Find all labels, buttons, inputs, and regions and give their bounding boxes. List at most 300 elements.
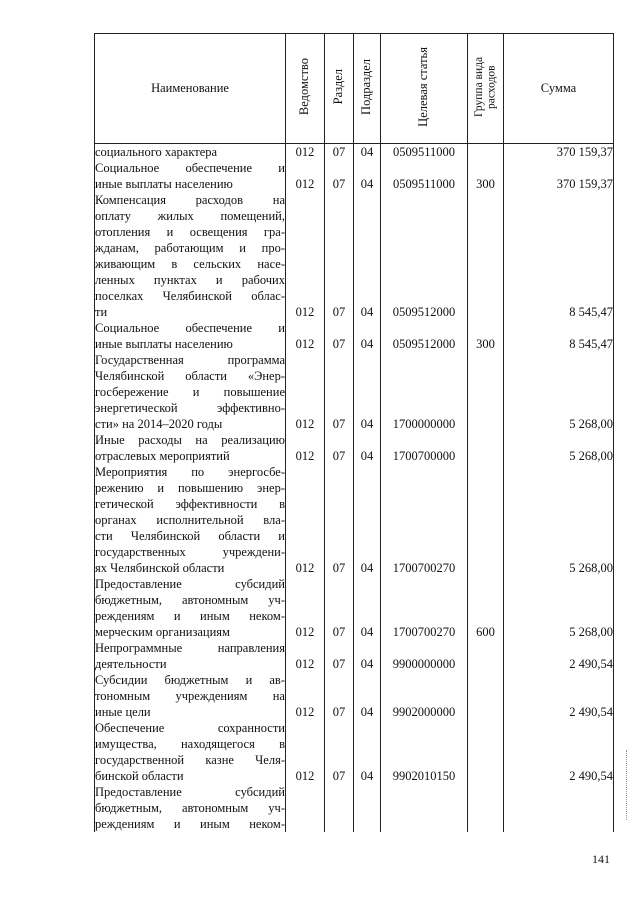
cell-summa [504, 576, 614, 592]
cell-razdel [325, 784, 354, 800]
cell-podrazdel: 04 [354, 304, 381, 320]
cell-razdel: 07 [325, 304, 354, 320]
cell-podrazdel: 04 [354, 448, 381, 464]
cell-razdel [325, 288, 354, 304]
cell-name: Субсидии бюджетным и ав- [95, 673, 285, 687]
cell-gruppa [468, 496, 504, 512]
table-row [95, 672, 614, 688]
cell-summa [504, 272, 614, 288]
cell-vedomstvo [286, 592, 325, 608]
cell-gruppa [468, 240, 504, 256]
cell-summa [504, 320, 614, 336]
cell-vedomstvo [286, 608, 325, 624]
cell-name: деятельности [95, 656, 286, 672]
cell-name: жданам, работающим и про- [95, 241, 285, 255]
cell-celevaya-statya [381, 528, 468, 544]
cell-name: отопления и освещения гра- [95, 225, 285, 239]
cell-podrazdel [354, 320, 381, 336]
cell-summa [504, 512, 614, 528]
cell-gruppa [468, 416, 504, 432]
cell-razdel [325, 816, 354, 832]
cell-podrazdel [354, 352, 381, 368]
cell-vedomstvo [286, 432, 325, 448]
cell-razdel: 07 [325, 624, 354, 640]
cell-podrazdel: 04 [354, 176, 381, 192]
cell-name: Социальное обеспечение и [95, 161, 285, 175]
cell-summa [504, 592, 614, 608]
cell-gruppa [468, 304, 504, 320]
cell-podrazdel [354, 736, 381, 752]
cell-name: Компенсация расходов на [95, 193, 285, 207]
table-row [95, 784, 614, 800]
cell-summa [504, 288, 614, 304]
cell-name: гетической эффективности в [95, 497, 285, 511]
cell-name: госбережение и повышение [95, 385, 285, 399]
table-header-row [95, 34, 614, 144]
cell-gruppa [468, 592, 504, 608]
cell-podrazdel [354, 272, 381, 288]
cell-vedomstvo [286, 528, 325, 544]
cell-podrazdel: 04 [354, 416, 381, 432]
cell-celevaya-statya [381, 352, 468, 368]
cell-celevaya-statya [381, 240, 468, 256]
cell-gruppa [468, 688, 504, 704]
cell-celevaya-statya [381, 576, 468, 592]
cell-vedomstvo: 012 [286, 416, 325, 432]
cell-name: Государственная программа [95, 353, 285, 367]
cell-name: Иные расходы на реализацию [95, 433, 285, 447]
cell-vedomstvo [286, 800, 325, 816]
cell-name: государственной казне Челя- [95, 753, 285, 767]
cell-summa [504, 496, 614, 512]
cell-celevaya-statya [381, 736, 468, 752]
table-row [95, 432, 614, 448]
cell-summa [504, 384, 614, 400]
cell-celevaya-statya: 0509512000 [381, 336, 468, 352]
table-row [95, 800, 614, 816]
table-row [95, 736, 614, 752]
table-row [95, 640, 614, 656]
cell-razdel [325, 208, 354, 224]
cell-vedomstvo [286, 480, 325, 496]
table-row [95, 256, 614, 272]
table-row [95, 624, 614, 640]
table-row [95, 208, 614, 224]
cell-gruppa [468, 640, 504, 656]
cell-vedomstvo [286, 400, 325, 416]
cell-celevaya-statya [381, 384, 468, 400]
cell-gruppa [468, 544, 504, 560]
cell-vedomstvo [286, 240, 325, 256]
cell-razdel [325, 256, 354, 272]
cell-summa [504, 816, 614, 832]
cell-razdel [325, 224, 354, 240]
cell-razdel [325, 528, 354, 544]
cell-vedomstvo: 012 [286, 304, 325, 320]
cell-razdel [325, 320, 354, 336]
cell-gruppa [468, 432, 504, 448]
cell-vedomstvo [286, 224, 325, 240]
cell-razdel: 07 [325, 704, 354, 720]
cell-gruppa [468, 576, 504, 592]
cell-razdel [325, 512, 354, 528]
cell-name: мерческим организациям [95, 624, 286, 640]
cell-name: Челябинской области «Энер- [95, 369, 285, 383]
table-row [95, 592, 614, 608]
cell-vedomstvo: 012 [286, 176, 325, 192]
cell-gruppa [468, 272, 504, 288]
cell-podrazdel [354, 640, 381, 656]
cell-gruppa [468, 480, 504, 496]
cell-vedomstvo: 012 [286, 624, 325, 640]
table-row [95, 752, 614, 768]
cell-razdel [325, 800, 354, 816]
table-row [95, 576, 614, 592]
cell-podrazdel: 04 [354, 336, 381, 352]
cell-vedomstvo [286, 160, 325, 176]
table-row [95, 304, 614, 320]
cell-name: социального характера [95, 144, 286, 161]
cell-razdel [325, 608, 354, 624]
cell-gruppa [468, 752, 504, 768]
cell-celevaya-statya: 0509511000 [381, 176, 468, 192]
cell-celevaya-statya [381, 464, 468, 480]
cell-name: бинской области [95, 768, 286, 784]
cell-vedomstvo [286, 464, 325, 480]
header-razdel: Раздел [325, 34, 354, 144]
cell-gruppa [468, 784, 504, 800]
cell-razdel: 07 [325, 656, 354, 672]
cell-gruppa [468, 320, 504, 336]
cell-gruppa [468, 208, 504, 224]
cell-podrazdel [354, 384, 381, 400]
table-row [95, 192, 614, 208]
cell-name: ях Челябинской области [95, 560, 286, 576]
cell-podrazdel [354, 720, 381, 736]
cell-celevaya-statya [381, 800, 468, 816]
cell-summa [504, 720, 614, 736]
cell-podrazdel [354, 224, 381, 240]
cell-vedomstvo [286, 192, 325, 208]
cell-razdel [325, 576, 354, 592]
table-row [95, 464, 614, 480]
cell-celevaya-statya [381, 544, 468, 560]
cell-summa [504, 256, 614, 272]
cell-summa [504, 480, 614, 496]
cell-razdel: 07 [325, 448, 354, 464]
cell-celevaya-statya [381, 688, 468, 704]
cell-razdel [325, 240, 354, 256]
cell-celevaya-statya: 9902010150 [381, 768, 468, 784]
cell-celevaya-statya [381, 496, 468, 512]
cell-name: сти» на 2014–2020 годы [95, 416, 286, 432]
cell-celevaya-statya [381, 816, 468, 832]
cell-summa: 2 490,54 [504, 768, 614, 784]
cell-razdel [325, 672, 354, 688]
cell-razdel [325, 384, 354, 400]
cell-podrazdel [354, 608, 381, 624]
cell-summa: 5 268,00 [504, 416, 614, 432]
cell-vedomstvo [286, 512, 325, 528]
cell-podrazdel [354, 688, 381, 704]
cell-celevaya-statya: 1700700000 [381, 448, 468, 464]
cell-summa [504, 528, 614, 544]
table-row [95, 144, 614, 161]
header-podrazdel: Подраздел [354, 34, 381, 144]
cell-summa [504, 784, 614, 800]
cell-summa [504, 736, 614, 752]
cell-razdel [325, 192, 354, 208]
cell-gruppa [468, 464, 504, 480]
cell-name: государственных учреждени- [95, 545, 285, 559]
cell-name: бюджетным, автономным уч- [95, 801, 285, 815]
table-row [95, 416, 614, 432]
table-row [95, 288, 614, 304]
cell-celevaya-statya [381, 672, 468, 688]
cell-summa [504, 352, 614, 368]
table-body [95, 144, 614, 833]
table-row [95, 656, 614, 672]
cell-gruppa [468, 160, 504, 176]
cell-podrazdel [354, 528, 381, 544]
cell-summa [504, 208, 614, 224]
cell-summa [504, 688, 614, 704]
cell-gruppa [468, 704, 504, 720]
cell-razdel [325, 464, 354, 480]
cell-celevaya-statya [381, 608, 468, 624]
cell-vedomstvo: 012 [286, 656, 325, 672]
cell-podrazdel [354, 592, 381, 608]
cell-razdel [325, 688, 354, 704]
cell-razdel [325, 272, 354, 288]
cell-name: отраслевых мероприятий [95, 448, 286, 464]
cell-gruppa [468, 528, 504, 544]
cell-name: режению и повышению энер- [95, 481, 285, 495]
cell-name: бюджетным, автономным уч- [95, 593, 285, 607]
cell-podrazdel [354, 400, 381, 416]
cell-name: иные цели [95, 704, 286, 720]
cell-summa [504, 672, 614, 688]
table-row [95, 160, 614, 176]
cell-razdel [325, 720, 354, 736]
cell-vedomstvo [286, 736, 325, 752]
cell-gruppa [468, 736, 504, 752]
cell-celevaya-statya [381, 288, 468, 304]
cell-celevaya-statya [381, 752, 468, 768]
cell-vedomstvo [286, 352, 325, 368]
cell-razdel [325, 496, 354, 512]
cell-podrazdel [354, 672, 381, 688]
cell-celevaya-statya [381, 592, 468, 608]
cell-vedomstvo: 012 [286, 336, 325, 352]
cell-summa [504, 240, 614, 256]
table-row [95, 768, 614, 784]
cell-vedomstvo [286, 256, 325, 272]
cell-vedomstvo [286, 496, 325, 512]
cell-gruppa [468, 256, 504, 272]
cell-razdel [325, 640, 354, 656]
cell-celevaya-statya [381, 640, 468, 656]
cell-gruppa [468, 512, 504, 528]
cell-podrazdel [354, 576, 381, 592]
cell-celevaya-statya: 9902000000 [381, 704, 468, 720]
cell-summa [504, 464, 614, 480]
cell-vedomstvo [286, 672, 325, 688]
cell-name: Мероприятия по энергосбе- [95, 465, 285, 479]
cell-celevaya-statya [381, 400, 468, 416]
cell-gruppa: 600 [468, 624, 504, 640]
cell-summa: 370 159,37 [504, 176, 614, 192]
cell-gruppa [468, 720, 504, 736]
cell-gruppa [468, 384, 504, 400]
cell-name: Обеспечение сохранности [95, 721, 285, 735]
cell-vedomstvo [286, 688, 325, 704]
table-row [95, 176, 614, 192]
cell-razdel: 07 [325, 144, 354, 161]
table-row [95, 688, 614, 704]
cell-vedomstvo [286, 752, 325, 768]
table-row [95, 528, 614, 544]
cell-razdel [325, 736, 354, 752]
cell-podrazdel [354, 496, 381, 512]
cell-celevaya-statya [381, 208, 468, 224]
cell-razdel [325, 752, 354, 768]
cell-summa [504, 544, 614, 560]
cell-celevaya-statya [381, 272, 468, 288]
cell-podrazdel [354, 752, 381, 768]
cell-podrazdel: 04 [354, 560, 381, 576]
header-vedomstvo: Ведомство [286, 34, 325, 144]
cell-razdel [325, 592, 354, 608]
cell-celevaya-statya: 1700700270 [381, 560, 468, 576]
cell-gruppa [468, 400, 504, 416]
cell-vedomstvo [286, 544, 325, 560]
cell-gruppa [468, 768, 504, 784]
cell-name: поселках Челябинской облас- [95, 289, 285, 303]
scan-margin-mark [626, 750, 628, 820]
budget-table [94, 33, 614, 832]
cell-celevaya-statya: 1700000000 [381, 416, 468, 432]
cell-razdel [325, 352, 354, 368]
cell-celevaya-statya [381, 720, 468, 736]
cell-summa [504, 432, 614, 448]
cell-celevaya-statya: 9900000000 [381, 656, 468, 672]
table-row [95, 704, 614, 720]
cell-podrazdel [354, 464, 381, 480]
cell-vedomstvo [286, 816, 325, 832]
table-row [95, 544, 614, 560]
cell-vedomstvo [286, 288, 325, 304]
cell-vedomstvo [286, 640, 325, 656]
cell-name: оплату жилых помещений, [95, 209, 285, 223]
cell-gruppa [468, 656, 504, 672]
cell-summa: 370 159,37 [504, 144, 614, 161]
table-row [95, 608, 614, 624]
cell-name: энергетической эффективно- [95, 401, 285, 415]
cell-vedomstvo [286, 784, 325, 800]
cell-vedomstvo: 012 [286, 768, 325, 784]
cell-vedomstvo: 012 [286, 704, 325, 720]
table-row [95, 400, 614, 416]
cell-razdel: 07 [325, 416, 354, 432]
cell-name: имущества, находящегося в [95, 737, 285, 751]
cell-name: органах исполнительной вла- [95, 513, 285, 527]
cell-vedomstvo: 012 [286, 144, 325, 161]
table-row [95, 560, 614, 576]
cell-summa [504, 192, 614, 208]
cell-razdel: 07 [325, 560, 354, 576]
cell-summa [504, 400, 614, 416]
cell-razdel [325, 368, 354, 384]
cell-razdel [325, 432, 354, 448]
cell-podrazdel [354, 512, 381, 528]
cell-name: реждениям и иным неком- [95, 609, 285, 623]
cell-celevaya-statya: 1700700270 [381, 624, 468, 640]
cell-podrazdel: 04 [354, 656, 381, 672]
header-celevaya-statya: Целевая статья [381, 34, 468, 144]
cell-name: Непрограммные направления [95, 641, 285, 655]
cell-summa [504, 160, 614, 176]
cell-razdel [325, 480, 354, 496]
cell-vedomstvo [286, 384, 325, 400]
table-row [95, 448, 614, 464]
cell-podrazdel [354, 480, 381, 496]
cell-name: живающим в сельских насе- [95, 257, 285, 271]
table-row [95, 496, 614, 512]
cell-summa: 5 268,00 [504, 560, 614, 576]
cell-summa [504, 224, 614, 240]
cell-podrazdel [354, 160, 381, 176]
cell-podrazdel [354, 288, 381, 304]
cell-razdel [325, 160, 354, 176]
cell-celevaya-statya: 0509511000 [381, 144, 468, 161]
cell-name: иные выплаты населению [95, 176, 286, 192]
cell-gruppa: 300 [468, 176, 504, 192]
table-row [95, 384, 614, 400]
cell-celevaya-statya [381, 512, 468, 528]
cell-vedomstvo [286, 208, 325, 224]
cell-vedomstvo [286, 272, 325, 288]
cell-summa: 2 490,54 [504, 704, 614, 720]
cell-podrazdel [354, 208, 381, 224]
cell-gruppa [468, 368, 504, 384]
table-row [95, 272, 614, 288]
table-row [95, 320, 614, 336]
cell-podrazdel [354, 800, 381, 816]
cell-vedomstvo [286, 320, 325, 336]
cell-name: Предоставление субсидий [95, 785, 285, 799]
cell-celevaya-statya [381, 480, 468, 496]
cell-vedomstvo [286, 368, 325, 384]
cell-podrazdel [354, 192, 381, 208]
cell-gruppa [468, 144, 504, 161]
table-row [95, 512, 614, 528]
cell-razdel: 07 [325, 336, 354, 352]
table-row [95, 720, 614, 736]
header-summa: Сумма [504, 34, 614, 144]
cell-gruppa [468, 224, 504, 240]
cell-razdel [325, 400, 354, 416]
table-row [95, 816, 614, 832]
header-name: Наименование [95, 34, 286, 144]
cell-vedomstvo: 012 [286, 448, 325, 464]
cell-gruppa [468, 608, 504, 624]
cell-summa: 8 545,47 [504, 304, 614, 320]
cell-summa: 5 268,00 [504, 624, 614, 640]
cell-podrazdel: 04 [354, 624, 381, 640]
cell-celevaya-statya [381, 224, 468, 240]
cell-gruppa [468, 448, 504, 464]
